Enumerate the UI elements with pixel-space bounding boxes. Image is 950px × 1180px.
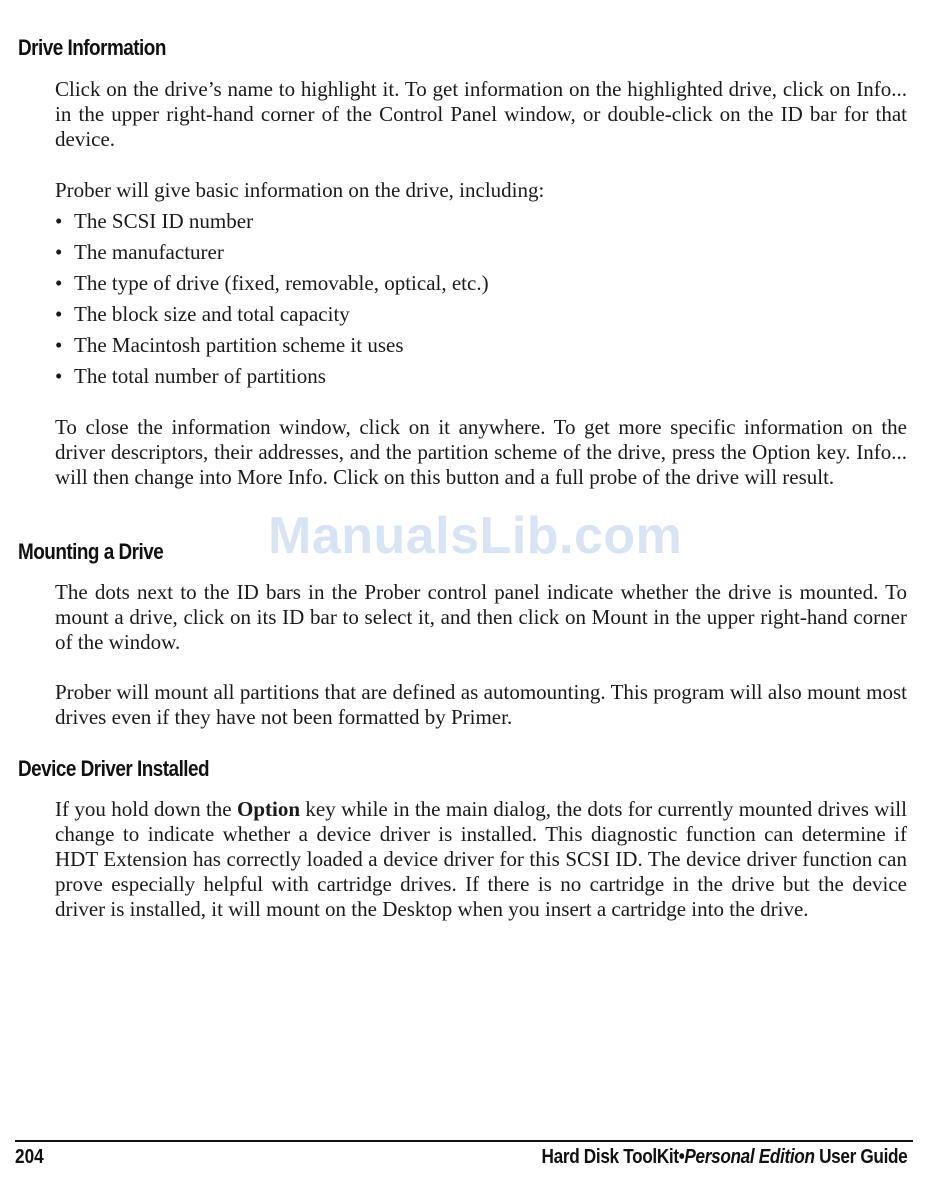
- paragraph-mounting-dots: The dots next to the ID bars in the Prober control panel indicate whether the drive is mounted. To mount a drive, click on its ID bar to select it, and then click on Mount in the upper right-hand corner of the window.: [55, 580, 907, 654]
- list-item: [55, 237, 907, 268]
- bullet-text: The Macintosh partition scheme it uses: [74, 333, 404, 357]
- bullet-icon: •: [55, 302, 63, 326]
- heading-device-driver-installed: Device Driver Installed: [18, 756, 210, 781]
- bullet-text: The SCSI ID number: [74, 209, 254, 233]
- bullet-icon: •: [55, 209, 63, 233]
- bullet-text: The type of drive (fixed, removable, optical, etc.): [74, 271, 489, 295]
- text-run: key while in the main dialog, the dots for currently mounted drives will change to indicate whether a device driver is installed. This diagnostic function can determine if HDT Extension has correctly loaded a device driver for this SCSI ID. The device driver function can prove especially helpful with cartridge drives. If there is no cartridge in the drive but the device driver is installed, it will mount on the Desktop when you insert a cartridge into the drive.: [55, 797, 907, 921]
- bullet-icon: •: [55, 271, 63, 295]
- bullet-icon: •: [55, 364, 63, 388]
- heading-drive-information: Drive Information: [18, 35, 166, 60]
- paragraph-device-driver: [55, 797, 907, 922]
- paragraph-close-info-window: To close the information window, click on it anywhere. To get more specific information on the driver descriptors, their addresses, and the partition scheme of the drive, press the Option key. Info... will then change into More Info. Click on this button and a full probe of the drive will result.: [55, 415, 907, 489]
- list-item: [55, 361, 907, 392]
- drive-info-bullet-list: [55, 206, 907, 392]
- list-item: [55, 206, 907, 237]
- footer-title-part: Hard Disk ToolKit•: [541, 1146, 685, 1168]
- bullet-text: The block size and total capacity: [74, 302, 350, 326]
- paragraph-automounting: Prober will mount all partitions that are defined as automounting. This program will also mount most drives even if they have not been formatted by Primer.: [55, 680, 907, 729]
- list-item: [55, 299, 907, 330]
- list-item: [55, 268, 907, 299]
- option-key-bold: Option: [237, 797, 301, 821]
- list-item: [55, 330, 907, 361]
- footer-book-title: [541, 1146, 907, 1169]
- bullet-text: The manufacturer: [74, 240, 224, 264]
- heading-mounting-a-drive: Mounting a Drive: [18, 539, 164, 564]
- footer-title-italic: Personal Edition: [684, 1146, 815, 1168]
- text-run: If you hold down the: [55, 797, 237, 821]
- paragraph-drive-information-intro: Click on the drive’s name to highlight it. To get information on the highlighted drive, click on Info... in the upper right-hand corner of the Control Panel window, or double-click on the ID bar for that device.: [55, 77, 907, 151]
- bullet-icon: •: [55, 240, 63, 264]
- paragraph-prober-basic-info: Prober will give basic information on the drive, including:: [55, 178, 545, 202]
- bullet-text: The total number of partitions: [74, 364, 326, 388]
- footer-title-part: User Guide: [814, 1146, 907, 1168]
- bullet-icon: •: [55, 333, 63, 357]
- footer-divider: [15, 1140, 913, 1142]
- watermark-logo: ManualsLib.com: [268, 507, 683, 565]
- footer-page-number: 204: [15, 1146, 44, 1168]
